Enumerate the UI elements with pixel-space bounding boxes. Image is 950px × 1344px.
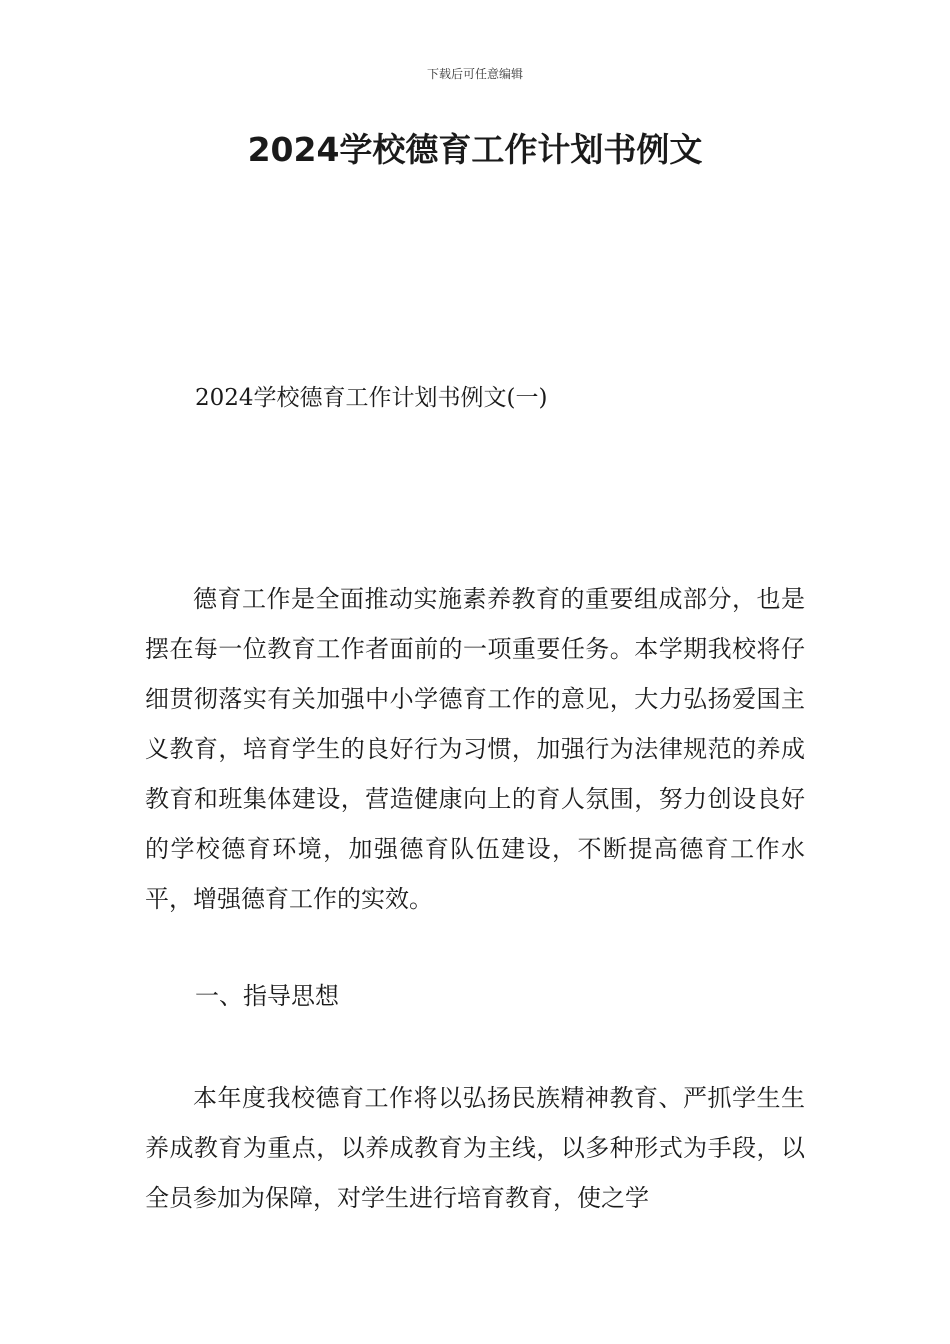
section-heading-guiding-ideology: 一、指导思想 <box>195 982 339 1010</box>
document-title: 2024学校德育工作计划书例文 <box>247 130 703 169</box>
document-subtitle: 2024学校德育工作计划书例文(一) <box>195 385 548 411</box>
paragraph-intro: 德育工作是全面推动实施素养教育的重要组成部分，也是摆在每一位教育工作者面前的一项重要任务。本学期我校将仔细贯彻落实有关加强中小学德育工作的意见，大力弘扬爱国主义教育，培育学生的良好行为习惯，加强行为法律规范的养成教育和班集体建设，营造健康向上的育人氛围，努力创设良好的学校德育环境，加强德育队伍建设，不断提高德育工作水平，增强德育工作的实效。 <box>145 585 805 913</box>
paragraph-guiding-ideology: 本年度我校德育工作将以弘扬民族精神教育、严抓学生生养成教育为重点，以养成教育为主线，以多种形式为手段，以全员参加为保障，对学生进行培育教育，使之学 <box>145 1084 805 1212</box>
header-note: 下载后可任意编辑 <box>426 67 523 81</box>
